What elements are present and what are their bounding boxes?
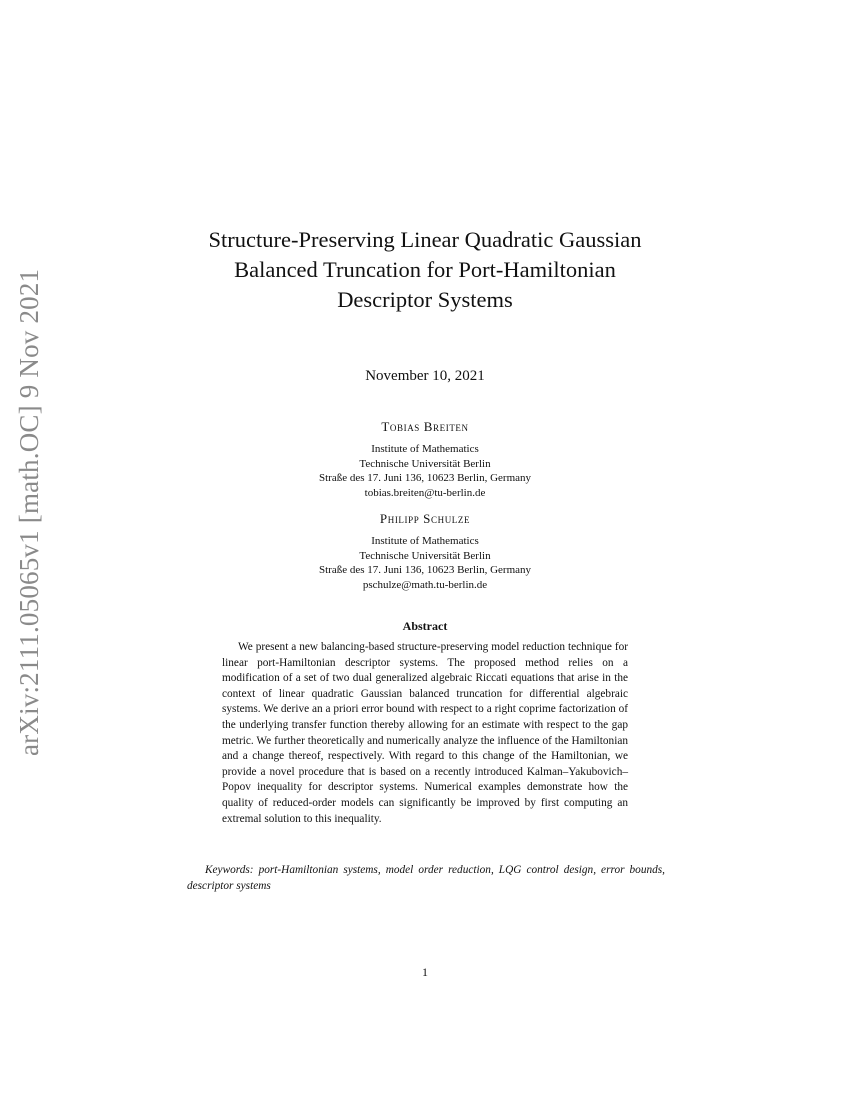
keywords: Keywords: port-Hamiltonian systems, model order reduction, LQG control design, error bounds, descriptor systems xyxy=(187,864,665,892)
author-email: pschulze@math.tu-berlin.de xyxy=(362,578,488,591)
paper-date: November 10, 2021 xyxy=(365,368,485,384)
paper-title xyxy=(150,225,700,315)
author-university: Technische Universität Berlin xyxy=(359,457,491,470)
abstract-heading: Abstract xyxy=(402,619,448,633)
author-email: tobias.breiten@tu-berlin.de xyxy=(364,486,486,499)
author-block-1 xyxy=(150,418,700,500)
author-institute: Institute of Mathematics xyxy=(371,535,479,547)
title-line: Balanced Truncation for Port-Hamiltonian xyxy=(234,257,616,282)
author-institute: Institute of Mathematics xyxy=(371,443,479,455)
title-line: Structure-Preserving Linear Quadratic Gaussian xyxy=(208,227,642,252)
author-address: Straße des 17. Juni 136, 10623 Berlin, Germany xyxy=(318,564,532,576)
author-address: Straße des 17. Juni 136, 10623 Berlin, Germany xyxy=(318,472,532,484)
author-block-2 xyxy=(150,510,700,592)
author-name: Philipp Schulze xyxy=(379,511,471,526)
author-name: Tobias Breiten xyxy=(381,419,469,434)
author-university: Technische Universität Berlin xyxy=(359,549,491,562)
arxiv-identifier-stamp: arXiv:2111.05065v1 [math.OC] 9 Nov 2021 xyxy=(14,268,44,756)
page-number: 1 xyxy=(422,965,428,979)
title-line: Descriptor Systems xyxy=(337,287,513,312)
abstract-body: We present a new balancing-based structure-preserving model reduction technique for linear port-Hamiltonian descriptor systems. The proposed method relies on a modification of a set of two dual generalized algebraic Riccati equations that arise in the context of linear quadratic Gaussian balanced truncation for differential algebraic systems. We derive an a priori error bound with respect to a right coprime factorization of the underlying transfer function thereby allowing for an estimate with respect to the gap metric. We further theoretically and numerically analyze the influence of the Hamiltonian and a change thereof, respectively. With regard to this change of the Hamiltonian, we provide a novel procedure that is based on a recently introduced Kalman–Yakubovich–Popov inequality for descriptor systems. Numerical examples demonstrate how the quality of reduced-order models can significantly be improved by first computing an extremal solution to this inequality. xyxy=(222,641,628,825)
